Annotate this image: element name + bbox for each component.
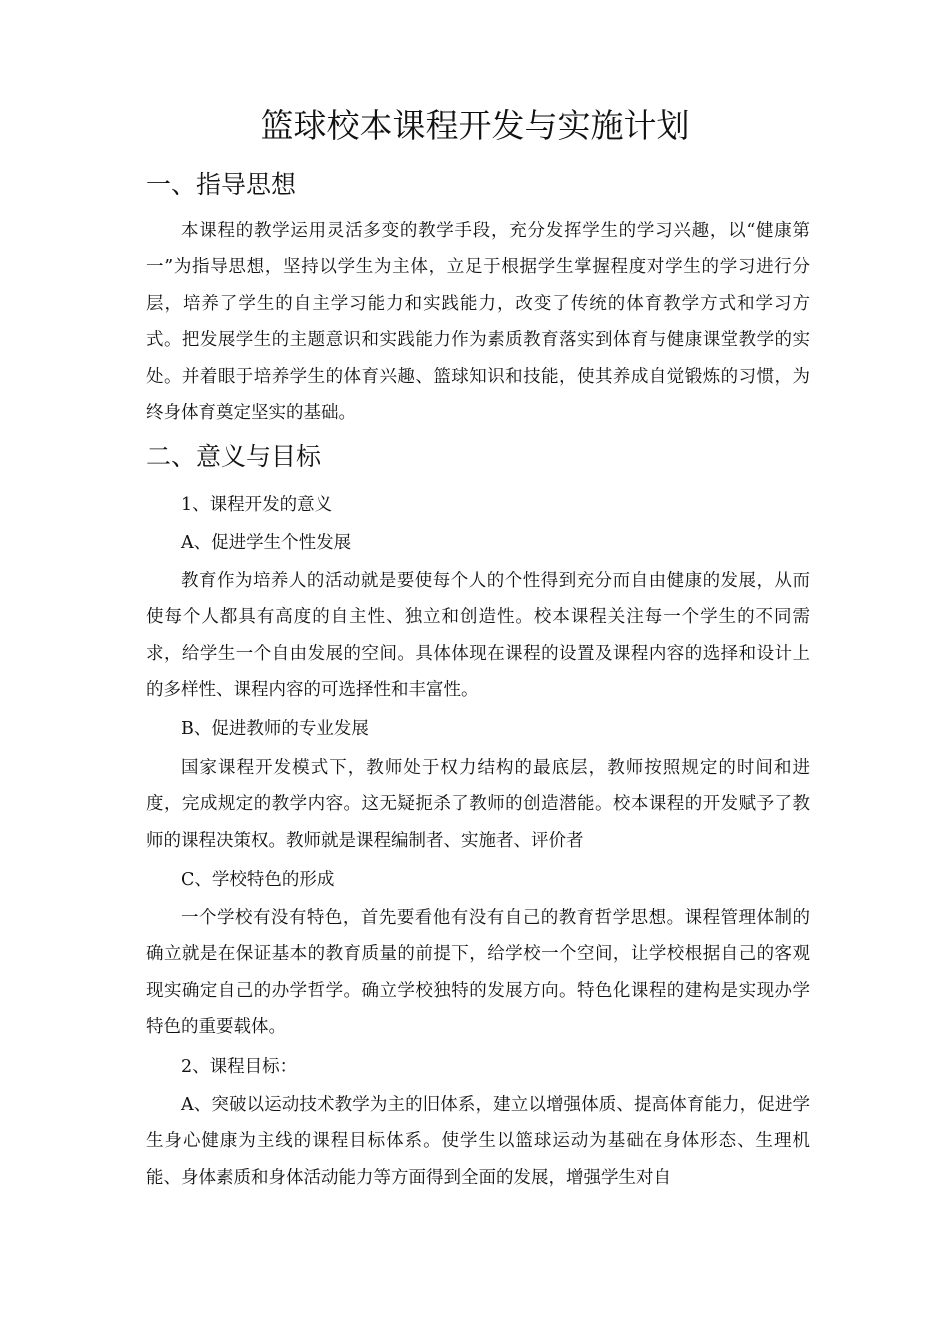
subheading-course-goals: 2、课程目标： bbox=[181, 1057, 298, 1077]
subheading-student-development: A、促进学生个性发展 bbox=[181, 533, 352, 553]
subheading-course-significance: 1、课程开发的意义 bbox=[181, 495, 333, 515]
subheading-school-characteristics: C、学校特色的形成 bbox=[181, 870, 335, 890]
document-title: 篮球校本课程开发与实施计划 bbox=[260, 106, 690, 145]
paragraph-school-characteristics: 一个学校有没有特色，首先要看他有没有自己的教育哲学思想。课程管理体制的确立就是在保证基本的教育质量的前提下，给学校一个空间，让学校根据自己的客观现实确定自己的办学哲学。确立学校独特的发展方向。特色化课程的建构是实现办学特色的重要载体。 bbox=[146, 908, 810, 1038]
section-heading-significance-goals: 二、意义与目标 bbox=[146, 442, 322, 471]
paragraph-student-development: 教育作为培养人的活动就是要使每个人的个性得到充分而自由健康的发展，从而使每个人都具有高度的自主性、独立和创造性。校本课程关注每一个学生的不同需求，给学生一个自由发展的空间。具体体现在课程的设置及课程内容的选择和设计上的多样性、课程内容的可选择性和丰富性。 bbox=[146, 571, 810, 701]
paragraph-teacher-development: 国家课程开发模式下，教师处于权力结构的最底层，教师按照规定的时间和进度，完成规定的教学内容。这无疑扼杀了教师的创造潜能。校本课程的开发赋予了教师的课程决策权。教师就是课程编制者、实施者、评价者 bbox=[146, 758, 810, 851]
section-heading-guiding-ideology: 一、指导思想 bbox=[146, 170, 297, 199]
subheading-teacher-development: B、促进教师的专业发展 bbox=[181, 719, 369, 739]
paragraph-course-goal-a: A、突破以运动技术教学为主的旧体系，建立以增强体质、提高体育能力，促进学生身心健康为主线的课程目标体系。使学生以篮球运动为基础在身体形态、生理机能、身体素质和身体活动能力等方面得到全面的发展，增强学生对自 bbox=[146, 1095, 810, 1188]
paragraph-guiding-ideology: 本课程的教学运用灵活多变的教学手段，充分发挥学生的学习兴趣，以“健康第一”为指导思想，坚持以学生为主体，立足于根据学生掌握程度对学生的学习进行分层，培养了学生的自主学习能力和实践能力，改变了传统的体育教学方式和学习方式。把发展学生的主题意识和实践能力作为素质教育落实到体育与健康课堂教学的实处。并着眼于培养学生的体育兴趣、篮球知识和技能，使其养成自觉锻炼的习惯，为终身体育奠定坚实的基础。 bbox=[146, 221, 810, 424]
